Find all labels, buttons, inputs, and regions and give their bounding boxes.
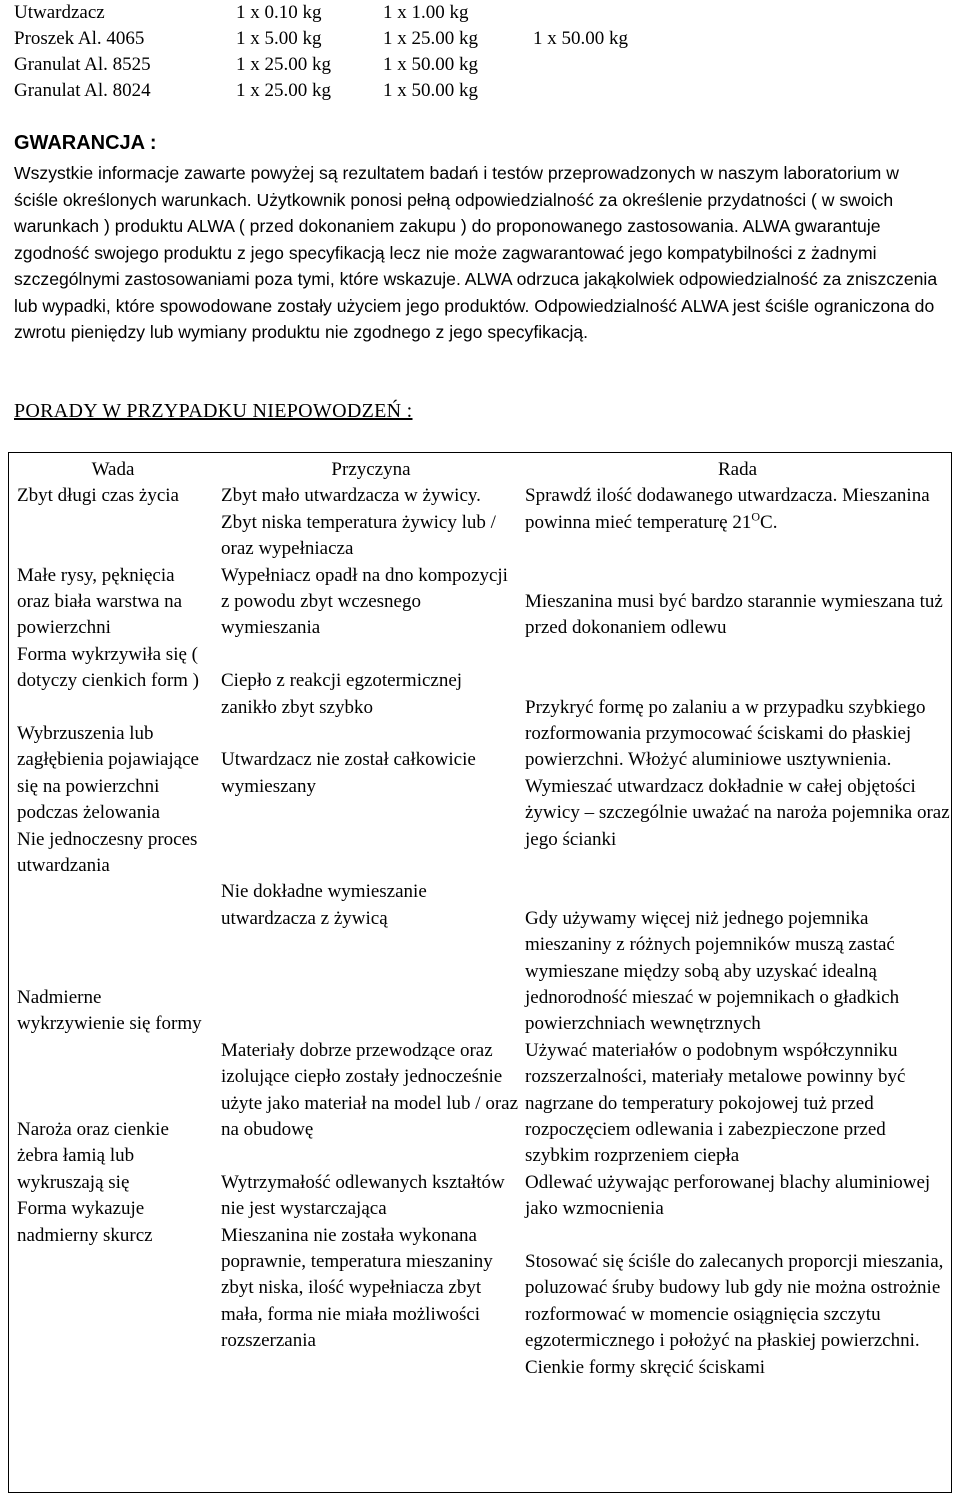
warranty-heading: GWARANCJA : bbox=[14, 132, 157, 154]
column-rada bbox=[525, 457, 950, 1381]
column-przyczyna bbox=[221, 457, 521, 1355]
remedy-cell: Odlewać używając perforowanej blachy aluminiowej jako wzmocnienia bbox=[525, 1171, 931, 1220]
warranty-paragraph: Wszystkie informacje zawarte powyżej są rezultatem badań i testów przeprowadzonych w naszym laboratorium w ściśle określonych warunkach. Użytkownik ponosi pełną odpowiedzialność za określenie przydatności ( w swoich warunkach ) produktu ALWA ( przed dokonaniem zakupu ) do proponowanego zastosowania. ALWA gwarantuje zgodność swojego produktu z jego specyfikacją lecz nie może zagwarantować jego kompatybilności z żadnymi szczególnymi zastosowaniami poza tymi, które wskazuje. ALWA odrzuca jakąkolwiek odpowiedzialność za zniszczenia lub wypadki, które spowodowane zostały użyciem jego produktów. Odpowiedzialność ALWA jest ściśle ograniczona do zwrotu pieniędzy lub wymiany produktu nie zgodnego z jego specyfikacją. bbox=[14, 163, 938, 342]
remedy-cell: Przykryć formę po zalaniu a w przypadku szybkiego rozformowania przymocować ściskami do płaskiej powierzchni. Włożyć aluminiowe usztywnienia. bbox=[525, 696, 926, 771]
defect-cell: Naroża oraz cienkie żebra łamią lub wykruszają się bbox=[17, 1119, 169, 1193]
package-size: 1 x 1.00 kg bbox=[383, 2, 469, 23]
remedy-cell: Mieszanina musi być bardzo starannie wymieszana tuż przed dokonaniem odlewu bbox=[525, 591, 943, 639]
defect-cell: Małe rysy, pęknięcia oraz biała warstwa na powierzchni bbox=[17, 564, 183, 639]
cause-cell: Mieszanina nie została wykonana poprawnie, temperatura mieszaniny zbyt niska, ilość wypełniacza zbyt mała, forma nie miała możliwości rozszerzania bbox=[221, 1224, 493, 1352]
remedy-cell: Gdy używamy więcej niż jednego pojemnika mieszaniny z różnych pojemników muszą zastać wymieszane między sobą aby uzyskać idealną jednorodność mieszać w pojemnikach o gładkich powierzchniach wewnętrznych bbox=[525, 907, 900, 1035]
cause-cell: Wytrzymałość odlewanych kształtów nie jest wystarczająca bbox=[221, 1171, 505, 1220]
defect-cell: Nadmierne wykrzywienie się formy bbox=[17, 987, 202, 1035]
packaging-list bbox=[14, 0, 954, 104]
defect-cell: Wybrzuszenia lub zagłębienia pojawiające się na powierzchni podczas żelowania bbox=[17, 723, 199, 824]
cause-cell: Materiały dobrze przewodzące oraz izolujące ciepło zostały jednocześnie użyte jako materiał na model lub / oraz na obudowę bbox=[221, 1039, 519, 1141]
package-size: 1 x 50.00 kg bbox=[383, 54, 478, 75]
package-size: 1 x 25.00 kg bbox=[236, 80, 331, 101]
column-header: Przyczyna bbox=[331, 459, 411, 480]
column-header: Rada bbox=[717, 459, 758, 480]
advice-heading: PORADY W PRZYPADKU NIEPOWODZEŃ : bbox=[14, 400, 413, 422]
defect-cell: Forma wykazuje nadmierny skurcz bbox=[17, 1198, 153, 1246]
remedy-cell: Używać materiałów o podobnym współczynniku rozszerzalności, materiały metalowe powinny być nagrzane do temperatury pokojowej tuż przed rozpoczęciem odlewania i zabezpieczone przed szybkim rozprzeniem ciepła bbox=[525, 1039, 906, 1167]
cause-cell: Wypełniacz opadł na dno kompozycji z powodu zbyt wczesnego wymieszania bbox=[221, 564, 508, 639]
defect-cell: Zbyt długi czas życia bbox=[17, 485, 179, 507]
package-size: 1 x 0.10 kg bbox=[236, 2, 322, 23]
defect-cell: Nie jednoczesny proces utwardzania bbox=[17, 828, 198, 877]
product-name: Utwardzacz bbox=[14, 2, 105, 23]
packaging-row bbox=[14, 0, 954, 26]
defect-cell: Forma wykrzywiła się ( dotyczy cienkich form ) bbox=[17, 643, 200, 692]
packaging-row bbox=[14, 26, 954, 52]
packaging-row bbox=[14, 78, 954, 104]
package-size: 1 x 50.00 kg bbox=[383, 80, 478, 101]
package-size: 1 x 50.00 kg bbox=[533, 28, 628, 49]
cause-cell: Nie dokładne wymieszanie utwardzacza z żywicą bbox=[221, 881, 427, 929]
column-header: Wada bbox=[91, 459, 135, 480]
product-name: Granulat Al. 8525 bbox=[14, 54, 151, 75]
product-name: Proszek Al. 4065 bbox=[14, 28, 145, 49]
package-size: 1 x 25.00 kg bbox=[236, 54, 331, 75]
packaging-row bbox=[14, 52, 954, 78]
remedy-cell: Stosować się ściśle do zalecanych proporcji mieszania, poluzować śruby budowy lub gdy nie można ostrożnie rozformować w momencie osiągnięcia szczytu egzotermicznego i położyć na płaskiej powierzchni. Cienkie formy skręcić ściskami bbox=[525, 1251, 944, 1378]
cause-cell: Ciepło z reakcji egzotermicznej zanikło zbyt szybko bbox=[221, 670, 463, 718]
product-name: Granulat Al. 8024 bbox=[14, 80, 151, 101]
cause-cell: Zbyt mało utwardzacza w żywicy. Zbyt niska temperatura żywicy lub / oraz wypełniacza bbox=[221, 485, 496, 560]
troubleshooting-table bbox=[8, 452, 952, 1493]
cause-cell: Utwardzacz nie został całkowicie wymieszany bbox=[221, 749, 476, 797]
column-wada bbox=[17, 457, 209, 1249]
remedy-cell: Sprawdź ilość dodawanego utwardzacza. Mieszanina powinna mieć temperaturę $21^OC$. bbox=[525, 485, 930, 533]
remedy-cell: Wymieszać utwardzacz dokładnie w całej objętości żywicy – szczególnie uważać na naroża pojemnika oraz jego ścianki bbox=[525, 775, 950, 850]
package-size: 1 x 25.00 kg bbox=[383, 28, 478, 49]
package-size: 1 x 5.00 kg bbox=[236, 28, 322, 49]
